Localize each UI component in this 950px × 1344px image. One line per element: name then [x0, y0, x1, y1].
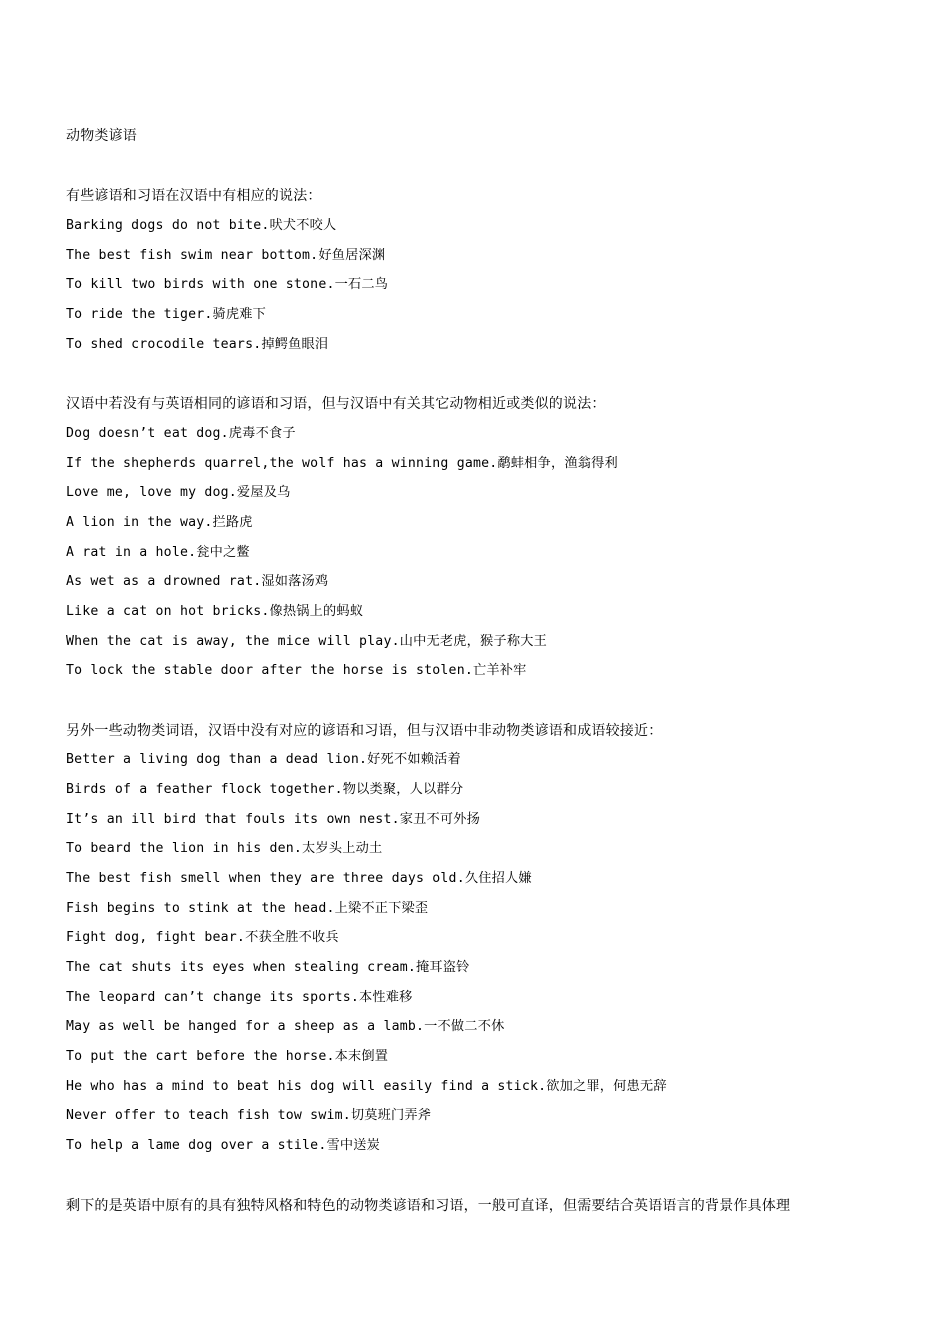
- proverb-line: Barking dogs do not bite.吠犬不咬人: [66, 218, 337, 233]
- proverb-line: The best fish smell when they are three days old.久住招人嫌: [66, 871, 532, 886]
- proverb-line: To beard the lion in his den.太岁头上动土: [66, 841, 383, 856]
- proverb-line: May as well be hanged for a sheep as a lamb.一不做二不休: [66, 1019, 505, 1034]
- proverb-line: Fight dog, fight bear.不获全胜不收兵: [66, 930, 339, 945]
- proverb-line: Love me, love my dog.爱屋及乌: [66, 485, 291, 500]
- proverb-line: He who has a mind to beat his dog will easily find a stick.欲加之罪，何患无辞: [66, 1079, 667, 1094]
- proverb-line: To help a lame dog over a stile.雪中送炭: [66, 1138, 381, 1153]
- proverb-line: The cat shuts its eyes when stealing cream.掩耳盗铃: [66, 960, 470, 975]
- proverb-line: A rat in a hole.瓮中之鳖: [66, 545, 250, 560]
- proverb-line: Dog doesn’t eat dog.虎毒不食子: [66, 426, 296, 441]
- proverb-line: To ride the tiger.骑虎难下: [66, 307, 267, 322]
- proverb-line: It’s an ill bird that fouls its own nest.家丑不可外扬: [66, 812, 481, 827]
- section-heading: 另外一些动物类词语，汉语中没有对应的谚语和习语，但与汉语中非动物类谚语和成语较接近：: [66, 723, 663, 739]
- proverb-line: To put the cart before the horse.本末倒置: [66, 1049, 389, 1064]
- document-page: [66, 0, 906, 1344]
- section-heading: 剩下的是英语中原有的具有独特风格和特色的动物类谚语和习语，一般可直译，但需要结合英语语言的背景作具体理: [66, 1198, 791, 1214]
- proverb-line: To shed crocodile tears.掉鳄鱼眼泪: [66, 337, 329, 352]
- proverb-line: If the shepherds quarrel,the wolf has a winning game.鹬蚌相争，渔翁得利: [66, 456, 618, 471]
- section-heading: 汉语中若没有与英语相同的谚语和习语，但与汉语中有关其它动物相近或类似的说法：: [66, 396, 606, 412]
- proverb-line: Fish begins to stink at the head.上梁不正下梁歪: [66, 901, 429, 916]
- proverb-line: To kill two birds with one stone.一石二鸟: [66, 277, 389, 292]
- proverb-line: The best fish swim near bottom.好鱼居深渊: [66, 248, 386, 263]
- proverb-line: Birds of a feather flock together.物以类聚，人以群分: [66, 782, 464, 797]
- proverb-line: Never offer to teach fish tow swim.切莫班门弄斧: [66, 1108, 432, 1123]
- proverb-line: Better a living dog than a dead lion.好死不如赖活着: [66, 752, 461, 767]
- proverb-line: A lion in the way.拦路虎: [66, 515, 253, 530]
- proverb-line: The leopard can’t change its sports.本性难移: [66, 990, 413, 1005]
- document-title: 动物类谚语: [66, 128, 137, 144]
- proverb-line: When the cat is away, the mice will play.山中无老虎，猴子称大王: [66, 634, 547, 649]
- proverb-line: Like a cat on hot bricks.像热锅上的蚂蚁: [66, 604, 364, 619]
- proverb-line: As wet as a drowned rat.湿如落汤鸡: [66, 574, 329, 589]
- section-heading: 有些谚语和习语在汉语中有相应的说法：: [66, 188, 322, 204]
- proverb-line: To lock the stable door after the horse is stolen.亡羊补牢: [66, 663, 527, 678]
